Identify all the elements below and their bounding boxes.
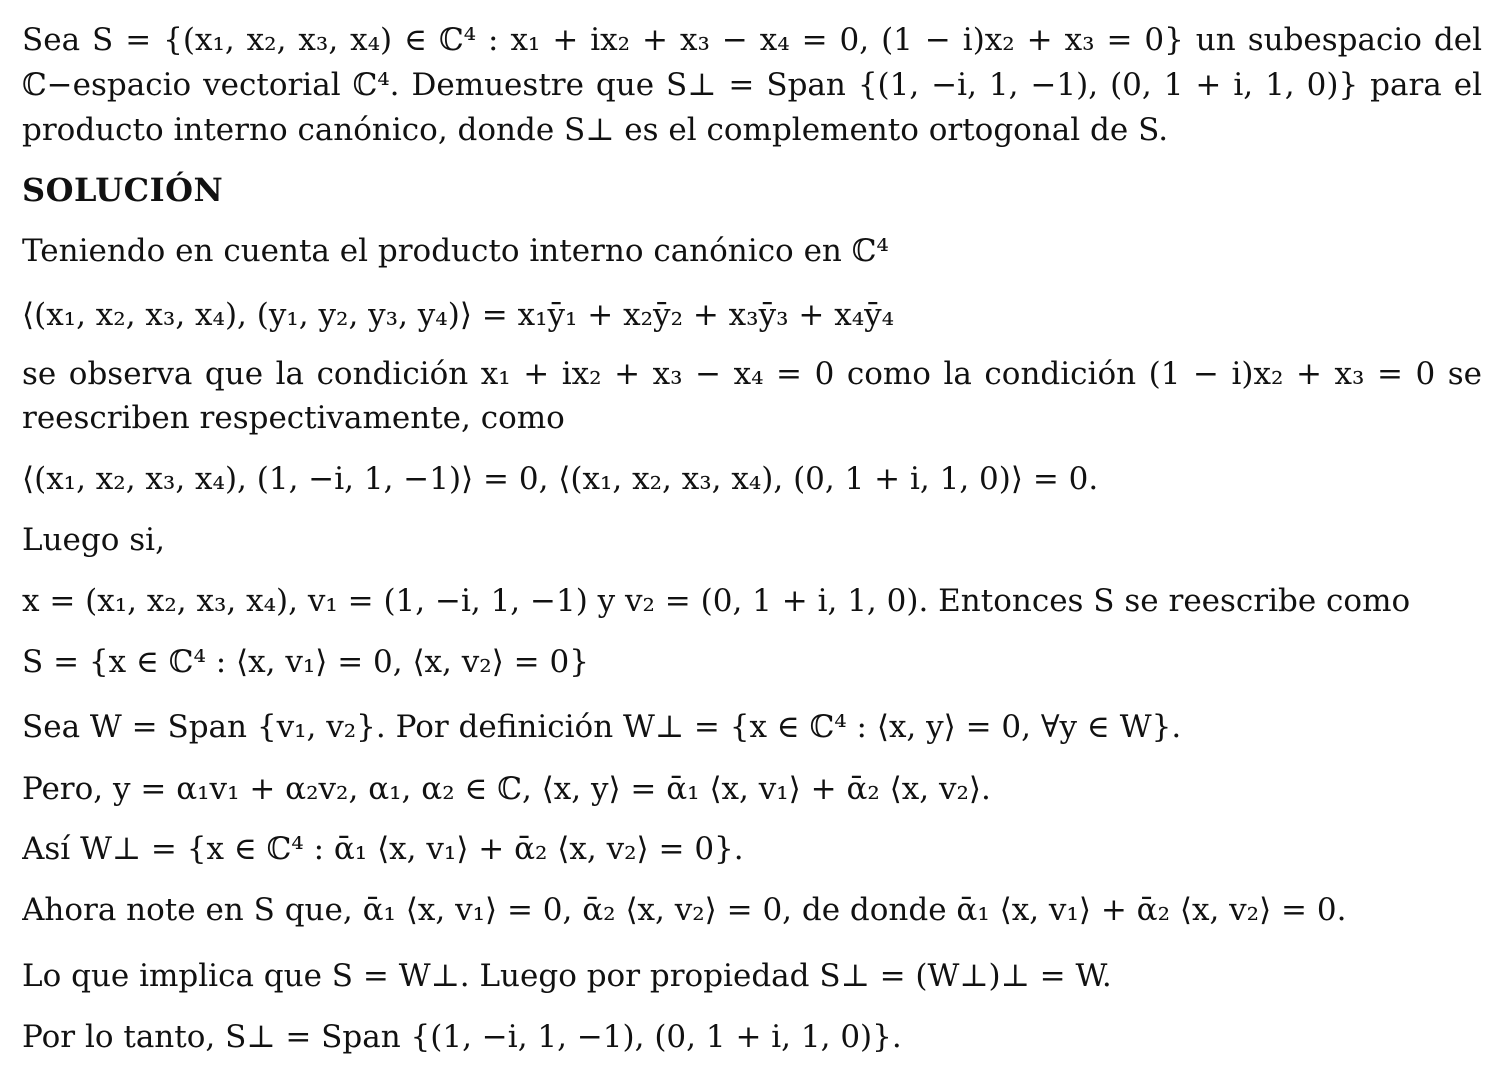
solution-line-rewritten: reescriben respectivamente, como (22, 400, 565, 436)
solution-line-w-perp: Así W⊥ = {x ∈ ℂ⁴ : ᾱ₁ ⟨x, v₁⟩ + ᾱ₂ ⟨x, v₂⟩ = 0}. (22, 831, 744, 867)
solution-line-luego-si: Luego si, (22, 522, 165, 558)
solution-line-w-definition: Sea W = Span {v₁, v₂}. Por definición W⊥ = {x ∈ ℂ⁴ : ⟨x, y⟩ = 0, ∀y ∈ W}. (22, 709, 1182, 745)
solution-line-inner-product-intro: Teniendo en cuenta el producto interno canónico en ℂ⁴ (22, 233, 889, 269)
solution-line-note: Ahora note en S que, ᾱ₁ ⟨x, v₁⟩ = 0, ᾱ₂ ⟨x, v₂⟩ = 0, de donde ᾱ₁ ⟨x, v₁⟩ + ᾱ₂ ⟨x, v₂⟩ = 0. (22, 892, 1347, 928)
problem-statement-line-1: Sea S = {(x₁, x₂, x₃, x₄) ∈ ℂ⁴ : x₁ + ix₂ + x₃ − x₄ = 0, (1 − i)x₂ + x₃ = 0} un subespacio del (22, 22, 1482, 58)
solution-line-inner-product-formula: ⟨(x₁, x₂, x₃, x₄), (y₁, y₂, y₃, y₄)⟩ = x₁ȳ₁ + x₂ȳ₂ + x₃ȳ₃ + x₄ȳ₄ (22, 297, 895, 333)
solution-line-conclusion: Por lo tanto, S⊥ = Span {(1, −i, 1, −1), (0, 1 + i, 1, 0)}. (22, 1019, 902, 1055)
solution-line-vector-definitions: x = (x₁, x₂, x₃, x₄), v₁ = (1, −i, 1, −1) y v₂ = (0, 1 + i, 1, 0). Entonces S se reescribe como (22, 583, 1411, 619)
solution-line-conditions: se observa que la condición x₁ + ix₂ + x₃ − x₄ = 0 como la condición (1 − i)x₂ + x₃ = 0 se (22, 356, 1482, 392)
solution-line-s-rewritten: S = {x ∈ ℂ⁴ : ⟨x, v₁⟩ = 0, ⟨x, v₂⟩ = 0} (22, 644, 589, 680)
solution-line-linear-combination: Pero, y = α₁v₁ + α₂v₂, α₁, α₂ ∈ ℂ, ⟨x, y⟩ = ᾱ₁ ⟨x, v₁⟩ + ᾱ₂ ⟨x, v₂⟩. (22, 771, 991, 807)
problem-statement-line-2: ℂ−espacio vectorial ℂ⁴. Demuestre que S⊥ = Span {(1, −i, 1, −1), (0, 1 + i, 1, 0)} para el (22, 67, 1482, 103)
solution-line-inner-product-equations: ⟨(x₁, x₂, x₃, x₄), (1, −i, 1, −1)⟩ = 0, ⟨(x₁, x₂, x₃, x₄), (0, 1 + i, 1, 0)⟩ = 0. (22, 461, 1099, 497)
problem-statement-line-3: producto interno canónico, donde S⊥ es el complemento ortogonal de S. (22, 112, 1169, 148)
solution-line-implication: Lo que implica que S = W⊥. Luego por propiedad S⊥ = (W⊥)⊥ = W. (22, 958, 1112, 994)
solution-heading: SOLUCIÓN (22, 171, 224, 209)
